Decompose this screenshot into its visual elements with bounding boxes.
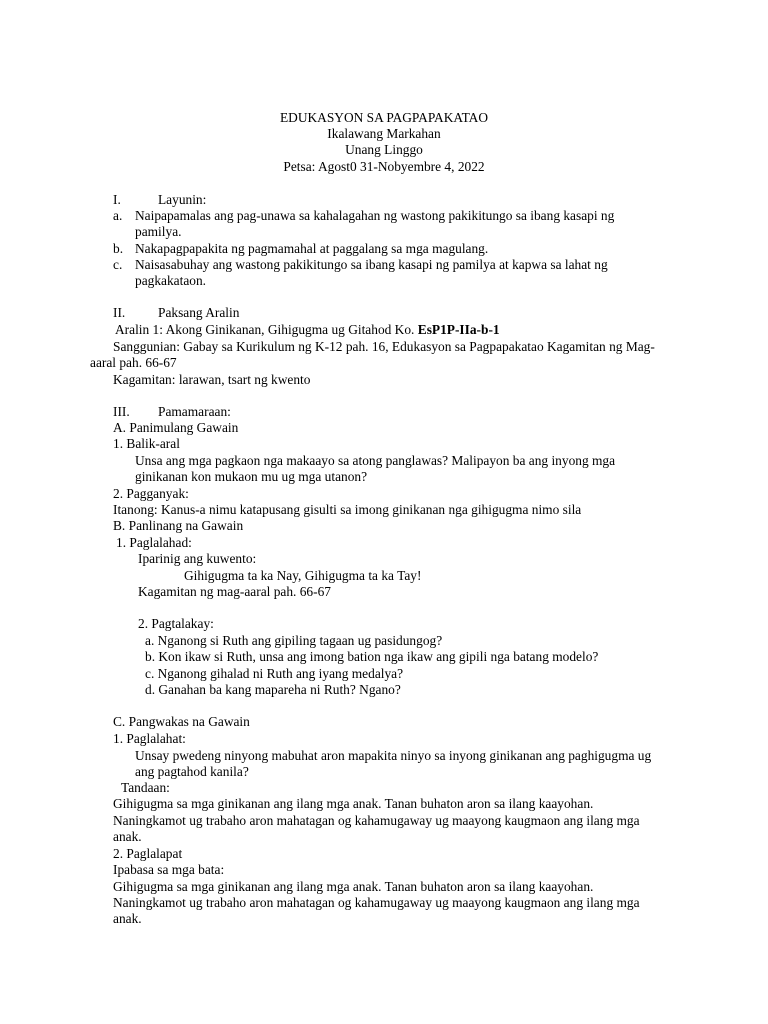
section-title-procedure: Pamamaraan: <box>158 404 231 419</box>
ipabasa-line2: Naningkamot ug trabaho aron mahatagan og kahamugaway ug maayong kaugmaon ang ilang mga <box>113 895 640 910</box>
tandaan-line2: Naningkamot ug trabaho aron mahatagan og kahamugaway ug maayong kaugmaon ang ilang mga <box>113 813 640 828</box>
discussion-question-d: d. Ganahan ba kang mapareha ni Ruth? Ngano? <box>145 682 401 697</box>
story-title: Gihigugma ta ka Nay, Gihigugma ta ka Tay! <box>184 568 422 583</box>
paglalahad-heading: 1. Paglalahad: <box>116 535 192 550</box>
objective-letter-c: c. <box>113 257 123 272</box>
lesson-line <box>115 322 500 338</box>
subsection-c-header: C. Pangwakas na Gawain <box>113 714 250 729</box>
balik-aral-question-line2: ginikanan kon mukaon mu ug mga utanon? <box>135 469 368 484</box>
lesson-code: EsP1P-IIa-b-1 <box>417 322 500 337</box>
balik-aral-question-line1: Unsa ang mga pagkaon nga makaayo sa atong panglawas? Malipayon ba ang inyong mga <box>135 453 616 468</box>
reference-line2: aaral pah. 66-67 <box>90 355 177 370</box>
discussion-question-b: b. Kon ikaw si Ruth, unsa ang imong bation nga ikaw ang gipili nga batang modelo? <box>145 649 599 664</box>
discussion-question-a: a. Nganong si Ruth ang gipiling tagaan ug pasidungog? <box>145 633 443 648</box>
paglalahat-question-line1: Unsay pwedeng ninyong mabuhat aron mapakita ninyo sa inyong ginikanan ang paghigugma ug <box>135 748 652 763</box>
objective-c-line1: Naisasabuhay ang wastong pakikitungo sa ibang kasapi ng pamilya at kapwa sa lahat ng <box>135 257 608 272</box>
tandaan-line3: anak. <box>113 829 142 844</box>
quarter-label: Ikalawang Markahan <box>327 126 441 141</box>
lesson-label: Aralin 1: Akong Ginikanan, Gihigugma ug Gitahod Ko. <box>115 322 415 337</box>
paglalahat-heading: 1. Paglalahat: <box>113 731 186 746</box>
paglalahat-question-line2: ang pagtahod kanila? <box>135 764 249 779</box>
iparinig-line: Iparinig ang kuwento: <box>138 551 257 566</box>
subsection-b-header: B. Panlinang na Gawain <box>113 518 244 533</box>
pagganyak-heading: 2. Pagganyak: <box>113 486 189 501</box>
section-numeral-objectives: I. <box>113 192 121 207</box>
objective-a-line1: Naipapamalas ang pag-unawa sa kahalagahan ng wastong pakikitungo sa ibang kasapi ng <box>135 208 615 223</box>
date-label: Petsa: Agost0 31-Nobyembre 4, 2022 <box>283 159 485 174</box>
section-numeral-procedure: III. <box>113 404 130 419</box>
kagamitan-line: Kagamitan ng mag-aaral pah. 66-67 <box>138 584 331 599</box>
tandaan-heading: Tandaan: <box>121 780 170 795</box>
objective-c-line2: pagkakataon. <box>135 273 207 288</box>
objective-letter-a: a. <box>113 208 123 223</box>
discussion-question-c: c. Nganong gihalad ni Ruth ang iyang medalya? <box>145 666 404 681</box>
section-title-subject: Paksang Aralin <box>158 305 240 320</box>
ipabasa-line3: anak. <box>113 911 142 926</box>
subsection-a-header: A. Panimulang Gawain <box>113 420 239 435</box>
ipabasa-line: Ipabasa sa mga bata: <box>113 862 225 877</box>
objective-letter-b: b. <box>113 241 124 256</box>
objective-a-line2: pamilya. <box>135 224 182 239</box>
week-label: Unang Linggo <box>345 142 423 157</box>
ipabasa-line1: Gihigugma sa mga ginikanan ang ilang mga anak. Tanan buhaton aron sa ilang kaayohan. <box>113 879 594 894</box>
paglalapat-heading: 2. Paglalapat <box>113 846 183 861</box>
itanong-line: Itanong: Kanus-a nimu katapusang gisulti sa imong ginikanan nga gihigugma nimo sila <box>113 502 582 517</box>
objective-b-line1: Nakapagpapakita ng pagmamahal at paggalang sa mga magulang. <box>135 241 489 256</box>
reference-line1: Sanggunian: Gabay sa Kurikulum ng K-12 pah. 16, Edukasyon sa Pagpapakatao Kagamitan ng Mag- <box>113 339 655 354</box>
balik-aral-heading: 1. Balik-aral <box>113 436 180 451</box>
section-numeral-subject: II. <box>113 305 126 320</box>
pagtalakay-heading: 2. Pagtalakay: <box>138 616 214 631</box>
document-title: EDUKASYON SA PAGPAPAKATAO <box>279 110 489 125</box>
section-title-objectives: Layunin: <box>158 192 207 207</box>
materials-line: Kagamitan: larawan, tsart ng kwento <box>113 372 311 387</box>
tandaan-line1: Gihigugma sa mga ginikanan ang ilang mga anak. Tanan buhaton aron sa ilang kaayohan. <box>113 796 594 811</box>
